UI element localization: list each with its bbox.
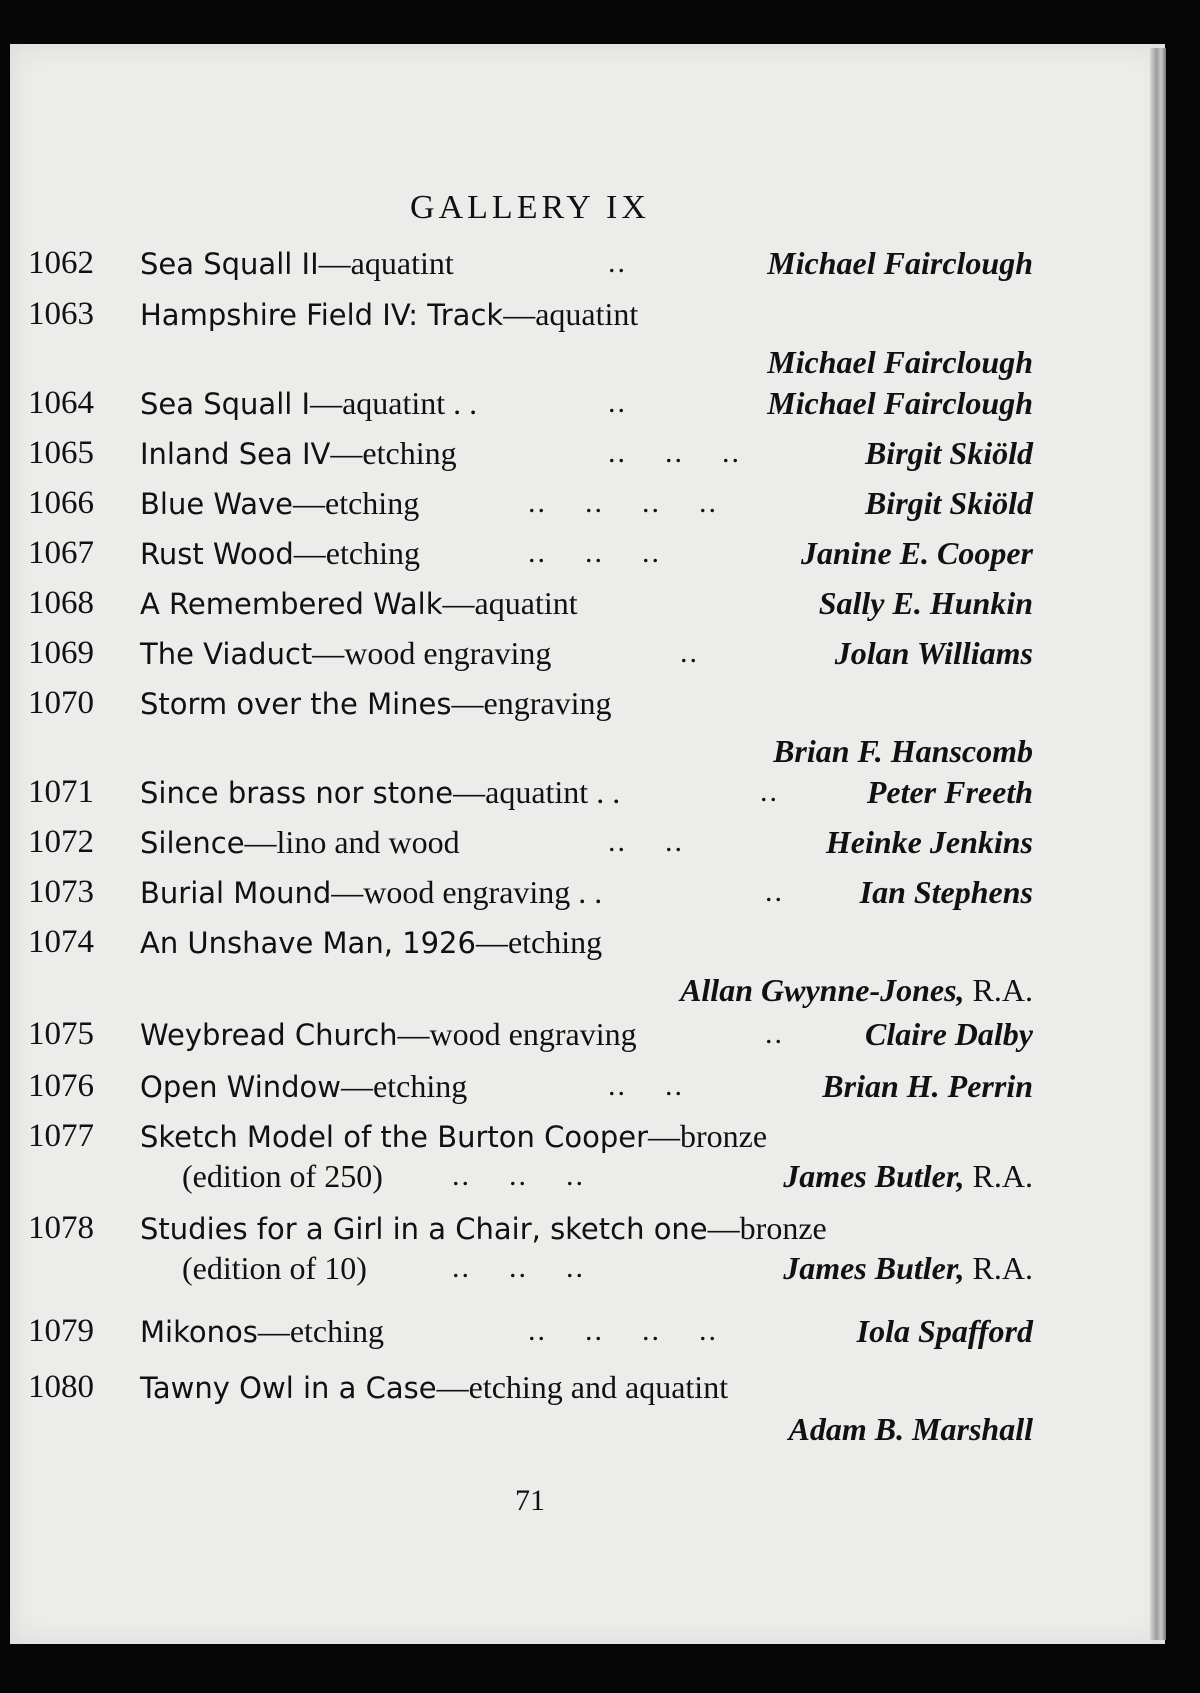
entry-work bbox=[140, 290, 638, 339]
leader-dots: .. .. bbox=[608, 825, 684, 858]
catalogue-entry bbox=[10, 679, 1160, 767]
artist-honours: R.A. bbox=[972, 1250, 1033, 1286]
entry-artist bbox=[680, 966, 1033, 1014]
entry-artist: Heinke Jenkins bbox=[825, 824, 1033, 860]
entry-title: Open Window bbox=[140, 1070, 342, 1104]
catalogue-entry bbox=[10, 1363, 1160, 1445]
entry-artist bbox=[783, 1244, 1033, 1292]
entry-work bbox=[140, 679, 611, 728]
entry-title: Blue Wave bbox=[140, 487, 293, 521]
entry-title: Tawny Owl in a Case bbox=[140, 1371, 437, 1405]
leader-dots: .. bbox=[608, 386, 627, 419]
entry-work bbox=[140, 629, 551, 678]
entry-title: The Viaduct bbox=[140, 637, 313, 671]
entry-medium: —etching bbox=[475, 924, 603, 960]
entry-title: Sketch Model of the Burton Cooper bbox=[140, 1120, 649, 1154]
entry-number: 1078 bbox=[28, 1210, 94, 1246]
entry-work bbox=[140, 1062, 467, 1111]
entry-medium: —bronze bbox=[707, 1210, 827, 1246]
entry-artist: Adam B. Marshall bbox=[788, 1411, 1033, 1447]
entry-number: 1063 bbox=[28, 296, 94, 332]
entry-work bbox=[140, 379, 477, 428]
entry-medium: —bronze bbox=[648, 1118, 768, 1154]
entry-title: Rust Wood bbox=[140, 537, 294, 571]
entry-work bbox=[140, 239, 454, 288]
entry-number: 1070 bbox=[28, 685, 94, 721]
entry-artist bbox=[783, 1152, 1033, 1200]
entry-work bbox=[140, 818, 460, 867]
entry-number: 1064 bbox=[28, 385, 94, 421]
entry-number: 1073 bbox=[28, 874, 94, 910]
catalogue-entry bbox=[10, 379, 1160, 427]
entry-number: 1080 bbox=[28, 1369, 94, 1405]
entry-medium: —aquatint bbox=[442, 585, 578, 621]
entry-work bbox=[140, 529, 420, 578]
entry-artist: Sally E. Hunkin bbox=[818, 585, 1033, 621]
entry-number: 1067 bbox=[28, 535, 94, 571]
leader-dots: .. .. .. .. bbox=[528, 486, 718, 519]
entry-title: Weybread Church bbox=[140, 1018, 398, 1052]
entry-number: 1079 bbox=[28, 1313, 94, 1349]
entry-artist: Iola Spafford bbox=[856, 1313, 1033, 1349]
entry-medium: —aquatint bbox=[318, 245, 454, 281]
leader-dots: .. .. .. bbox=[452, 1251, 585, 1284]
gallery-heading: GALLERY IX bbox=[410, 189, 650, 226]
entry-work bbox=[140, 1307, 384, 1356]
leader-dots: .. .. .. bbox=[528, 536, 661, 569]
entry-number: 1069 bbox=[28, 635, 94, 671]
entry-medium: —etching bbox=[257, 1313, 384, 1349]
entry-work bbox=[140, 768, 620, 817]
entry-medium: —wood engraving bbox=[312, 635, 552, 671]
catalogue-entry bbox=[10, 629, 1160, 677]
catalogue-entry bbox=[10, 868, 1160, 916]
catalogue-entry bbox=[10, 1307, 1160, 1355]
entry-work bbox=[140, 479, 419, 528]
catalogue-entry bbox=[10, 918, 1160, 1006]
entry-number: 1068 bbox=[28, 585, 94, 621]
leader-dots: .. bbox=[680, 636, 699, 669]
entry-artist: Birgit Skiöld bbox=[864, 435, 1033, 471]
entry-title: Mikonos bbox=[140, 1315, 258, 1349]
catalogue-entry bbox=[10, 579, 1160, 627]
entry-title: Burial Mound bbox=[140, 876, 332, 910]
entry-title: Studies for a Girl in a Chair, sketch one bbox=[140, 1212, 708, 1246]
entry-number: 1072 bbox=[28, 824, 94, 860]
entry-title: Since brass nor stone bbox=[140, 776, 454, 810]
entry-medium: —etching bbox=[293, 535, 420, 571]
entry-artist: Jolan Williams bbox=[834, 635, 1033, 671]
catalogue-entry bbox=[10, 429, 1160, 477]
entry-title: Storm over the Mines bbox=[140, 687, 452, 721]
entry-artist: Janine E. Cooper bbox=[800, 535, 1033, 571]
entry-medium: —aquatint bbox=[503, 296, 639, 332]
entry-number: 1074 bbox=[28, 924, 94, 960]
entry-medium: —wood engraving bbox=[397, 1016, 637, 1052]
entry-medium: —etching bbox=[330, 435, 457, 471]
entry-artist: Peter Freeth bbox=[866, 774, 1033, 810]
entry-title: Inland Sea IV bbox=[140, 437, 331, 471]
leader-dots: .. .. .. bbox=[452, 1159, 585, 1192]
entry-number: 1071 bbox=[28, 774, 94, 810]
entry-artist: Claire Dalby bbox=[865, 1016, 1033, 1052]
catalogue-entry bbox=[10, 290, 1160, 378]
artist-name: Allan Gwynne-Jones, bbox=[680, 972, 965, 1008]
entry-medium: —lino and wood bbox=[244, 824, 460, 860]
entry-number: 1066 bbox=[28, 485, 94, 521]
entry-artist: Birgit Skiöld bbox=[864, 485, 1033, 521]
entry-work bbox=[140, 868, 602, 917]
catalogue-entry bbox=[10, 479, 1160, 527]
leader-dots: .. bbox=[765, 1017, 784, 1050]
entry-title: Sea Squall I bbox=[140, 387, 311, 421]
leader-dots: .. bbox=[760, 775, 779, 808]
entry-title: Sea Squall II bbox=[140, 247, 319, 281]
artist-name: James Butler, bbox=[783, 1158, 965, 1194]
catalogue-entry bbox=[10, 1204, 1160, 1284]
entry-number: 1062 bbox=[28, 245, 94, 281]
artist-honours: R.A. bbox=[972, 1158, 1033, 1194]
entry-number: 1065 bbox=[28, 435, 94, 471]
catalogue-entry bbox=[10, 1010, 1160, 1058]
entry-artist: Brian H. Perrin bbox=[822, 1068, 1033, 1104]
entry-artist: Michael Fairclough bbox=[767, 385, 1033, 421]
entry-number: 1076 bbox=[28, 1068, 94, 1104]
page-number: 71 bbox=[515, 1484, 545, 1517]
entry-edition: (edition of 250) bbox=[182, 1158, 383, 1194]
entry-work bbox=[140, 579, 578, 628]
entry-artist: Ian Stephens bbox=[859, 874, 1033, 910]
entry-title: Silence bbox=[140, 826, 245, 860]
entry-artist: Michael Fairclough bbox=[767, 344, 1033, 380]
entry-title: A Remembered Walk bbox=[140, 587, 443, 621]
catalogue-entry bbox=[10, 529, 1160, 577]
entry-medium: —etching bbox=[293, 485, 420, 521]
entry-medium: —etching and aquatint bbox=[436, 1369, 729, 1405]
leader-dots: .. bbox=[608, 246, 627, 279]
entry-title: Hampshire Field IV: Track bbox=[140, 298, 504, 332]
entry-medium: —engraving bbox=[451, 685, 612, 721]
page-edge bbox=[1150, 48, 1166, 1640]
entry-artist: Michael Fairclough bbox=[767, 245, 1033, 281]
entry-work bbox=[140, 429, 457, 478]
catalogue-entry bbox=[10, 1062, 1160, 1110]
catalogue-entry bbox=[10, 1112, 1160, 1192]
artist-honours: R.A. bbox=[972, 972, 1033, 1008]
entry-title: An Unshave Man, 1926 bbox=[140, 926, 476, 960]
entry-medium: —etching bbox=[341, 1068, 468, 1104]
leader-dots: .. .. .. bbox=[608, 436, 741, 469]
artist-name: James Butler, bbox=[783, 1250, 965, 1286]
entry-work bbox=[140, 918, 602, 967]
entry-work bbox=[140, 1010, 637, 1059]
catalogue-entry bbox=[10, 239, 1160, 287]
entry-artist: Brian F. Hanscomb bbox=[773, 733, 1033, 769]
leader-dots: .. .. bbox=[608, 1069, 684, 1102]
entry-medium: —aquatint . . bbox=[310, 385, 478, 421]
entry-edition: (edition of 10) bbox=[182, 1250, 367, 1286]
leader-dots: .. .. .. .. bbox=[528, 1314, 718, 1347]
entry-medium: —aquatint . . bbox=[453, 774, 621, 810]
catalogue-entry bbox=[10, 818, 1160, 866]
catalogue-entry bbox=[10, 768, 1160, 816]
leader-dots: .. bbox=[765, 875, 784, 908]
entry-number: 1075 bbox=[28, 1016, 94, 1052]
catalogue-page bbox=[10, 44, 1165, 1644]
entry-number: 1077 bbox=[28, 1118, 94, 1154]
entry-medium: —wood engraving . . bbox=[331, 874, 603, 910]
